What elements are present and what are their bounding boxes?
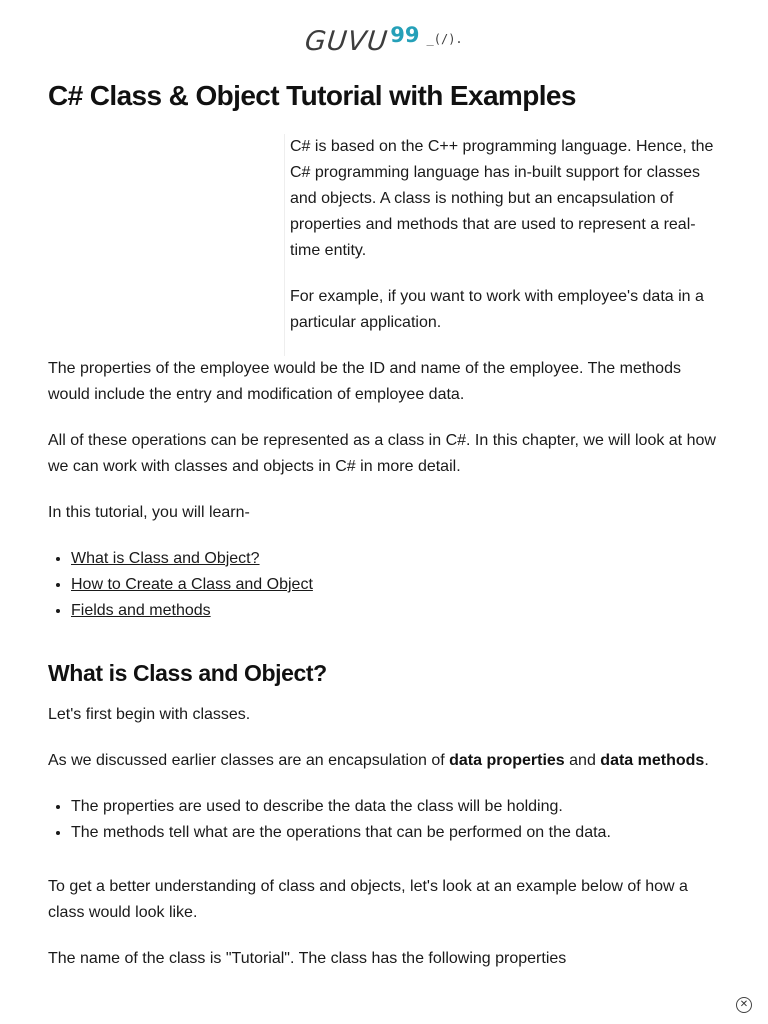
p2-text-after: .: [704, 752, 709, 769]
toc-item: [71, 598, 720, 624]
page-title: C# Class & Object Tutorial with Examples: [48, 80, 576, 111]
bold-data-methods: data methods: [600, 752, 705, 769]
toc-item: [71, 546, 720, 572]
ad-slot: [48, 134, 285, 356]
p2-text-mid: and: [564, 752, 601, 769]
guru99-logo[interactable]: [303, 23, 463, 57]
toc-item: [71, 572, 720, 598]
section-paragraph-1: Let's first begin with classes.: [48, 706, 251, 723]
intro-paragraph-4: All of these operations can be represented as a class in C#. In this chapter, we will look at how we can work with classes and objects in C# in more detail.: [48, 432, 716, 475]
section-paragraph-2: [48, 748, 720, 774]
bold-data-properties: data properties: [449, 752, 565, 769]
logo-trail: _(/).: [426, 32, 463, 46]
list-item: • The properties are used to describe the data the class will be holding.: [71, 794, 720, 820]
table-of-contents: [48, 546, 720, 624]
intro-paragraph-1: C# is based on the C++ programming language. Hence, the C# programming language has in-built support for classes and objects. A class is nothing but an encapsulation of properties and methods that are used to represent a real-time entity.: [290, 138, 714, 259]
toc-link-fields-methods[interactable]: Fields and methods: [71, 602, 211, 619]
list-item: • The methods tell what are the operations that can be performed on the data.: [71, 820, 720, 846]
site-header: [0, 23, 768, 66]
section-paragraph-3: To get a better understanding of class and objects, let's look at an example below of how a class would look like.: [48, 878, 688, 921]
section-heading: What is Class and Object?: [48, 660, 327, 686]
section-paragraph-4: The name of the class is "Tutorial". The class has the following properties: [48, 950, 567, 967]
intro-paragraph-3: The properties of the employee would be the ID and name of the employee. The methods would include the entry and modification of employee data.: [48, 360, 681, 403]
toc-link-what-is-class[interactable]: What is Class and Object?: [71, 550, 260, 567]
p2-text-before: As we discussed earlier classes are an encapsulation of: [48, 752, 450, 769]
learn-intro: In this tutorial, you will learn-: [48, 504, 250, 521]
toc-link-create-class[interactable]: How to Create a Class and Object: [71, 576, 313, 593]
article-content: [48, 72, 720, 992]
bullet-list: [48, 794, 720, 846]
logo-number: 99: [390, 23, 420, 47]
close-icon[interactable]: ✕: [736, 997, 752, 1013]
logo-wordmark: GUVU: [303, 26, 390, 57]
intro-paragraph-2: For example, if you want to work with employee's data in a particular application.: [290, 288, 704, 331]
intro-section: [48, 134, 720, 428]
